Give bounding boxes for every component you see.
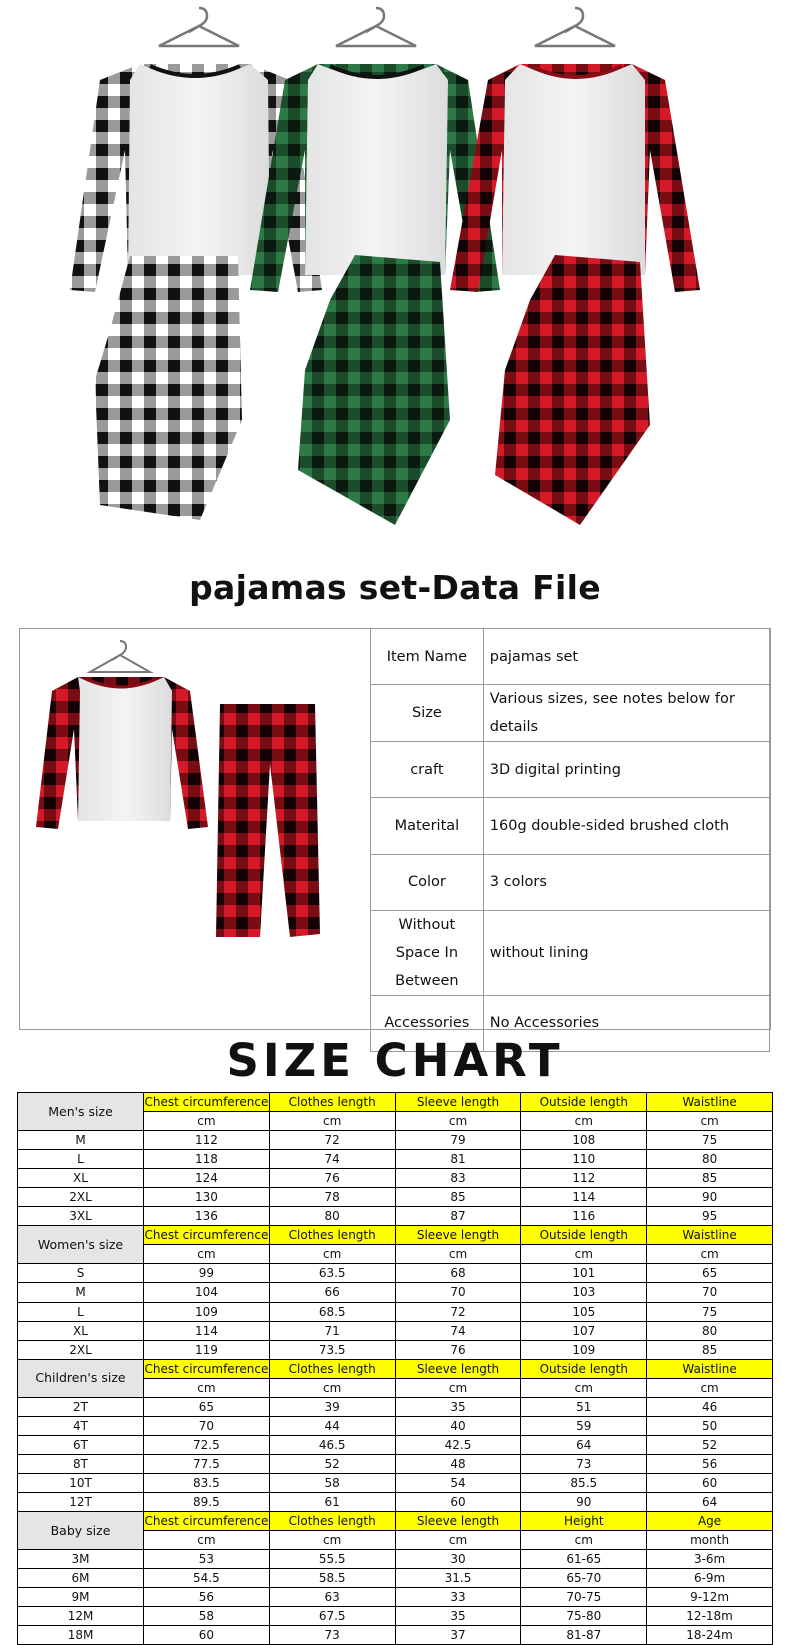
size-value-cell: 60 (144, 1626, 270, 1645)
size-value-cell: 51 (521, 1397, 647, 1416)
size-value-cell: 73 (269, 1626, 395, 1645)
unit-cell: cm (395, 1112, 521, 1131)
size-value-cell: 85 (395, 1188, 521, 1207)
unit-cell: cm (395, 1531, 521, 1550)
size-label-cell: M (18, 1283, 144, 1302)
size-label-cell: M (18, 1131, 144, 1150)
unit-cell: cm (269, 1245, 395, 1264)
size-value-cell: 112 (521, 1169, 647, 1188)
size-value-cell: 78 (269, 1188, 395, 1207)
size-value-cell: 87 (395, 1207, 521, 1226)
size-value-cell: 64 (647, 1492, 773, 1511)
size-row (18, 1550, 773, 1569)
size-value-cell: 52 (269, 1454, 395, 1473)
size-value-cell: 71 (269, 1321, 395, 1340)
size-value-cell: 80 (269, 1207, 395, 1226)
size-group-name: Children's size (18, 1359, 144, 1397)
size-value-cell: 46 (647, 1397, 773, 1416)
size-value-cell: 74 (395, 1321, 521, 1340)
size-value-cell: 55.5 (269, 1550, 395, 1569)
size-label-cell: 12T (18, 1492, 144, 1511)
unit-cell: cm (395, 1378, 521, 1397)
column-header: Outside length (521, 1226, 647, 1245)
size-value-cell: 67.5 (269, 1607, 395, 1626)
size-label-cell: 8T (18, 1454, 144, 1473)
size-group-header-row (18, 1093, 773, 1112)
info-key: Color (371, 854, 484, 910)
size-row (18, 1207, 773, 1226)
size-row (18, 1607, 773, 1626)
info-row (371, 742, 770, 798)
size-row (18, 1150, 773, 1169)
size-label-cell: 3M (18, 1550, 144, 1569)
info-value: 3D digital printing (483, 742, 769, 798)
size-value-cell: 105 (521, 1302, 647, 1321)
size-value-cell: 46.5 (269, 1435, 395, 1454)
column-header: Chest circumference (144, 1512, 270, 1531)
size-value-cell: 33 (395, 1588, 521, 1607)
unit-cell: cm (144, 1112, 270, 1131)
size-group-name: Women's size (18, 1226, 144, 1264)
size-row (18, 1397, 773, 1416)
size-value-cell: 95 (647, 1207, 773, 1226)
size-value-cell: 119 (144, 1340, 270, 1359)
size-value-cell: 68.5 (269, 1302, 395, 1321)
unit-cell: cm (521, 1112, 647, 1131)
size-value-cell: 66 (269, 1283, 395, 1302)
size-value-cell: 75-80 (521, 1607, 647, 1626)
info-row (371, 685, 770, 742)
size-value-cell: 70 (144, 1416, 270, 1435)
size-label-cell: 2XL (18, 1340, 144, 1359)
size-value-cell: 79 (395, 1131, 521, 1150)
size-value-cell: 56 (144, 1588, 270, 1607)
size-row (18, 1188, 773, 1207)
size-group-header-row (18, 1512, 773, 1531)
size-value-cell: 6-9m (647, 1569, 773, 1588)
product-info-table (370, 628, 770, 1052)
size-chart-title: SIZE CHART (226, 1034, 564, 1087)
size-value-cell: 108 (521, 1131, 647, 1150)
size-value-cell: 74 (269, 1150, 395, 1169)
size-value-cell: 90 (521, 1492, 647, 1511)
size-value-cell: 75 (647, 1302, 773, 1321)
unit-cell: cm (269, 1531, 395, 1550)
unit-cell: cm (144, 1531, 270, 1550)
info-key: Size (371, 685, 484, 742)
column-header: Sleeve length (395, 1093, 521, 1112)
unit-cell: cm (647, 1378, 773, 1397)
size-value-cell: 53 (144, 1550, 270, 1569)
unit-cell: cm (269, 1378, 395, 1397)
column-header: Sleeve length (395, 1512, 521, 1531)
size-value-cell: 81-87 (521, 1626, 647, 1645)
info-key: Item Name (371, 629, 484, 685)
size-group-header-row (18, 1359, 773, 1378)
size-row (18, 1283, 773, 1302)
product-hero-image (0, 0, 790, 560)
column-header: Clothes length (269, 1359, 395, 1378)
size-value-cell: 118 (144, 1150, 270, 1169)
column-header: Sleeve length (395, 1359, 521, 1378)
size-value-cell: 61 (269, 1492, 395, 1511)
size-value-cell: 72.5 (144, 1435, 270, 1454)
info-value: without lining (483, 910, 769, 995)
size-value-cell: 54 (395, 1473, 521, 1492)
column-header: Outside length (521, 1093, 647, 1112)
size-value-cell: 65 (144, 1397, 270, 1416)
info-row (371, 910, 770, 995)
red-pajama-set-image (20, 629, 371, 1029)
size-value-cell: 59 (521, 1416, 647, 1435)
size-row (18, 1454, 773, 1473)
size-label-cell: 4T (18, 1416, 144, 1435)
size-value-cell: 61-65 (521, 1550, 647, 1569)
size-value-cell: 70 (395, 1283, 521, 1302)
size-label-cell: XL (18, 1169, 144, 1188)
size-value-cell: 70-75 (521, 1588, 647, 1607)
size-group-name: Baby size (18, 1512, 144, 1550)
size-label-cell: 9M (18, 1588, 144, 1607)
column-header: Age (647, 1512, 773, 1531)
size-value-cell: 37 (395, 1626, 521, 1645)
size-value-cell: 73 (521, 1454, 647, 1473)
size-value-cell: 112 (144, 1131, 270, 1150)
size-value-cell: 52 (647, 1435, 773, 1454)
size-value-cell: 124 (144, 1169, 270, 1188)
size-value-cell: 85 (647, 1169, 773, 1188)
size-value-cell: 44 (269, 1416, 395, 1435)
unit-cell: cm (647, 1112, 773, 1131)
info-key: Without Space In Between (371, 910, 484, 995)
size-value-cell: 130 (144, 1188, 270, 1207)
size-label-cell: 18M (18, 1626, 144, 1645)
size-value-cell: 40 (395, 1416, 521, 1435)
size-value-cell: 9-12m (647, 1588, 773, 1607)
info-key: Accessories (371, 995, 484, 1051)
size-value-cell: 30 (395, 1550, 521, 1569)
column-header: Sleeve length (395, 1226, 521, 1245)
column-header: Chest circumference (144, 1226, 270, 1245)
column-header: Clothes length (269, 1512, 395, 1531)
column-header: Waistline (647, 1226, 773, 1245)
size-value-cell: 116 (521, 1207, 647, 1226)
size-row (18, 1169, 773, 1188)
size-label-cell: L (18, 1150, 144, 1169)
unit-cell: cm (269, 1112, 395, 1131)
size-value-cell: 12-18m (647, 1607, 773, 1626)
size-row (18, 1626, 773, 1645)
info-row (371, 629, 770, 685)
unit-cell: cm (144, 1245, 270, 1264)
size-value-cell: 80 (647, 1321, 773, 1340)
size-label-cell: 6M (18, 1569, 144, 1588)
unit-cell: cm (395, 1245, 521, 1264)
size-value-cell: 65 (647, 1264, 773, 1283)
size-value-cell: 101 (521, 1264, 647, 1283)
size-row (18, 1302, 773, 1321)
size-value-cell: 75 (647, 1131, 773, 1150)
size-row (18, 1340, 773, 1359)
info-value: 160g double-sided brushed cloth (483, 798, 769, 854)
size-label-cell: 2T (18, 1397, 144, 1416)
size-value-cell: 58 (269, 1473, 395, 1492)
column-header: Waistline (647, 1093, 773, 1112)
size-label-cell: 10T (18, 1473, 144, 1492)
size-label-cell: 3XL (18, 1207, 144, 1226)
size-row (18, 1492, 773, 1511)
size-group-header-row (18, 1226, 773, 1245)
size-row (18, 1416, 773, 1435)
size-value-cell: 76 (269, 1169, 395, 1188)
size-value-cell: 65-70 (521, 1569, 647, 1588)
size-row (18, 1473, 773, 1492)
size-value-cell: 60 (395, 1492, 521, 1511)
info-value: 3 colors (483, 854, 769, 910)
size-value-cell: 18-24m (647, 1626, 773, 1645)
info-row (371, 854, 770, 910)
size-label-cell: XL (18, 1321, 144, 1340)
info-value: No Accessories (483, 995, 769, 1051)
size-value-cell: 48 (395, 1454, 521, 1473)
size-value-cell: 58.5 (269, 1569, 395, 1588)
size-label-cell: S (18, 1264, 144, 1283)
size-value-cell: 83.5 (144, 1473, 270, 1492)
info-key: Materital (371, 798, 484, 854)
unit-cell: cm (144, 1378, 270, 1397)
size-value-cell: 68 (395, 1264, 521, 1283)
size-value-cell: 107 (521, 1321, 647, 1340)
size-value-cell: 72 (269, 1131, 395, 1150)
size-row (18, 1435, 773, 1454)
size-value-cell: 85 (647, 1340, 773, 1359)
size-value-cell: 56 (647, 1454, 773, 1473)
size-value-cell: 72 (395, 1302, 521, 1321)
column-header: Clothes length (269, 1093, 395, 1112)
size-value-cell: 110 (521, 1150, 647, 1169)
size-value-cell: 85.5 (521, 1473, 647, 1492)
size-value-cell: 89.5 (144, 1492, 270, 1511)
size-label-cell: L (18, 1302, 144, 1321)
size-label-cell: 12M (18, 1607, 144, 1626)
size-value-cell: 136 (144, 1207, 270, 1226)
size-value-cell: 54.5 (144, 1569, 270, 1588)
size-value-cell: 109 (521, 1340, 647, 1359)
size-row (18, 1264, 773, 1283)
column-header: Chest circumference (144, 1359, 270, 1378)
size-value-cell: 103 (521, 1283, 647, 1302)
size-value-cell: 60 (647, 1473, 773, 1492)
size-value-cell: 80 (647, 1150, 773, 1169)
info-value: pajamas set (483, 629, 769, 685)
info-row (371, 798, 770, 854)
unit-cell: cm (521, 1245, 647, 1264)
column-header: Outside length (521, 1359, 647, 1378)
size-value-cell: 77.5 (144, 1454, 270, 1473)
product-info-box (19, 628, 771, 1030)
column-header: Chest circumference (144, 1093, 270, 1112)
size-value-cell: 42.5 (395, 1435, 521, 1454)
size-row (18, 1588, 773, 1607)
size-value-cell: 114 (144, 1321, 270, 1340)
size-value-cell: 3-6m (647, 1550, 773, 1569)
size-value-cell: 31.5 (395, 1569, 521, 1588)
size-value-cell: 63.5 (269, 1264, 395, 1283)
size-value-cell: 35 (395, 1397, 521, 1416)
size-row (18, 1321, 773, 1340)
unit-cell: cm (647, 1245, 773, 1264)
size-value-cell: 104 (144, 1283, 270, 1302)
column-header: Clothes length (269, 1226, 395, 1245)
size-value-cell: 90 (647, 1188, 773, 1207)
size-value-cell: 63 (269, 1588, 395, 1607)
size-value-cell: 83 (395, 1169, 521, 1188)
size-value-cell: 81 (395, 1150, 521, 1169)
info-key: craft (371, 742, 484, 798)
size-group-name: Men's size (18, 1093, 144, 1131)
datafile-title: pajamas set-Data File (189, 568, 601, 607)
size-value-cell: 58 (144, 1607, 270, 1626)
size-value-cell: 50 (647, 1416, 773, 1435)
size-chart-table (17, 1092, 773, 1645)
size-row (18, 1569, 773, 1588)
size-value-cell: 99 (144, 1264, 270, 1283)
size-value-cell: 39 (269, 1397, 395, 1416)
unit-cell: cm (521, 1531, 647, 1550)
size-value-cell: 73.5 (269, 1340, 395, 1359)
size-value-cell: 64 (521, 1435, 647, 1454)
size-value-cell: 76 (395, 1340, 521, 1359)
unit-cell: month (647, 1531, 773, 1550)
info-value: Various sizes, see notes below for details (483, 685, 769, 742)
size-label-cell: 6T (18, 1435, 144, 1454)
size-value-cell: 70 (647, 1283, 773, 1302)
size-value-cell: 35 (395, 1607, 521, 1626)
column-header: Waistline (647, 1359, 773, 1378)
unit-cell: cm (521, 1378, 647, 1397)
size-value-cell: 109 (144, 1302, 270, 1321)
size-value-cell: 114 (521, 1188, 647, 1207)
size-row (18, 1131, 773, 1150)
size-label-cell: 2XL (18, 1188, 144, 1207)
column-header: Height (521, 1512, 647, 1531)
